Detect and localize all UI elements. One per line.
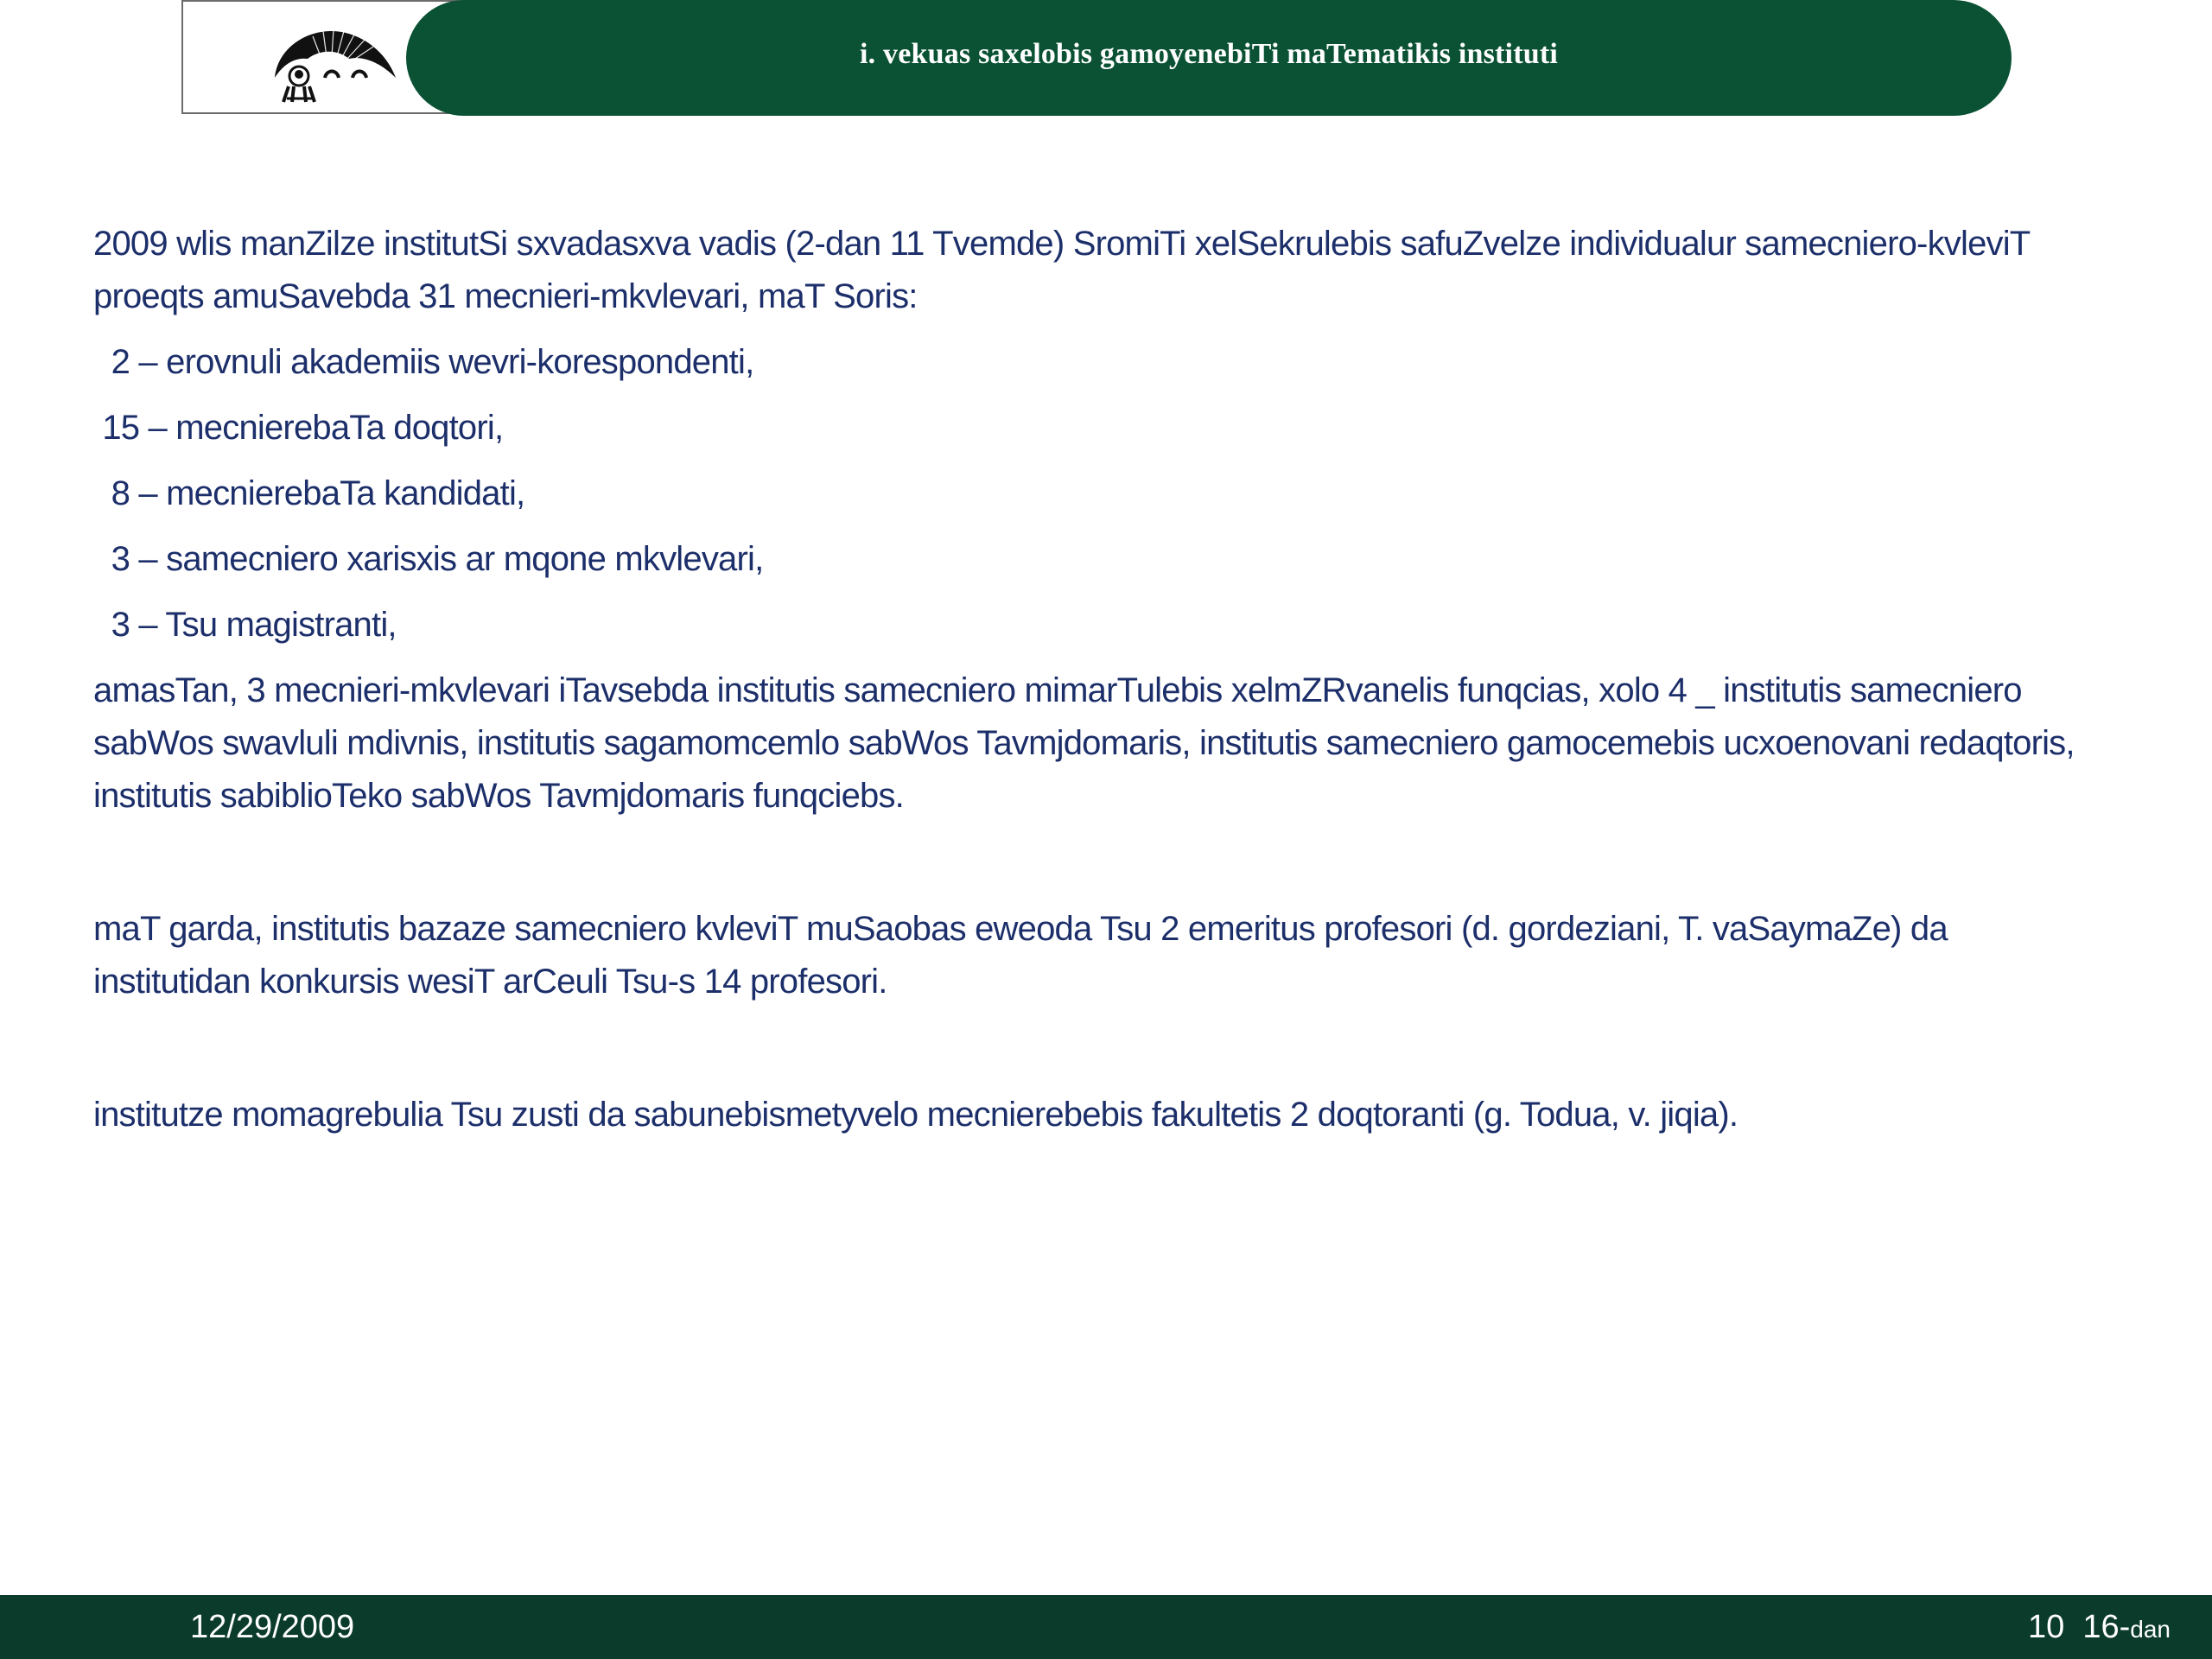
list-item: 15 – mecnierebaTa doqtori, [93, 409, 504, 447]
page-total: 16- [2082, 1609, 2131, 1645]
paragraph-intro: 2009 wlis manZilze institutSi sxvadasxva vadis (2-dan 11 Tvemde) SromiTi xelSekrulebis safuZvelze individualur samecniero-kvleviT proeqts amuSavebda 31 mecnieri-mkvlevari, maT Soris: [93, 225, 2030, 315]
footer-date: 12/29/2009 [190, 1609, 355, 1645]
slide-content [93, 218, 2107, 1141]
slide-header [181, 0, 2012, 118]
list-item: 2 – erovnuli akademiis wevri-korespondenti, [93, 343, 754, 381]
list-item: 8 – mecnierebaTa kandidati, [93, 474, 525, 512]
slide-footer [0, 1595, 2212, 1659]
paragraph-roles: amasTan, 3 mecnieri-mkvlevari iTavsebda institutis samecniero mimarTulebis xelmZRvanelis funqcias, xolo 4 _ institutis samecniero sabWos swavluli mdivnis, institutis sagamomcemlo sabWos Tavmjdomaris, institutis samecniero gamocemebis ucxoenovani redaqtoris, institutis sabiblioTeko sabWos Tavmjdomaris funqciebs. [93, 671, 2075, 815]
header-bar [406, 0, 2012, 116]
page-number: 10 [2027, 1609, 2065, 1645]
paragraph-professors: maT garda, institutis bazaze samecniero kvleviT muSaobas eweoda Tsu 2 emeritus profesori (d. gordeziani, T. vaSaymaZe) da institutidan konkursis wesiT arCeuli Tsu-s 14 profesori. [93, 910, 1948, 1001]
page-suffix: dan [2130, 1616, 2171, 1643]
list-item: 3 – samecniero xarisxis ar mqone mkvlevari, [93, 540, 764, 578]
header-title: i. vekuas saxelobis gamoyenebiTi maTematikis instituti [859, 38, 1559, 70]
paragraph-doctoral: institutze momagrebulia Tsu zusti da sabunebismetyvelo mecnierebebis fakultetis 2 doqtoranti (g. Todua, v. jiqia). [93, 1096, 1738, 1134]
footer-page-number [2028, 1605, 2171, 1651]
institute-logo-icon [270, 24, 399, 107]
list-item: 3 – Tsu magistranti, [93, 606, 397, 644]
